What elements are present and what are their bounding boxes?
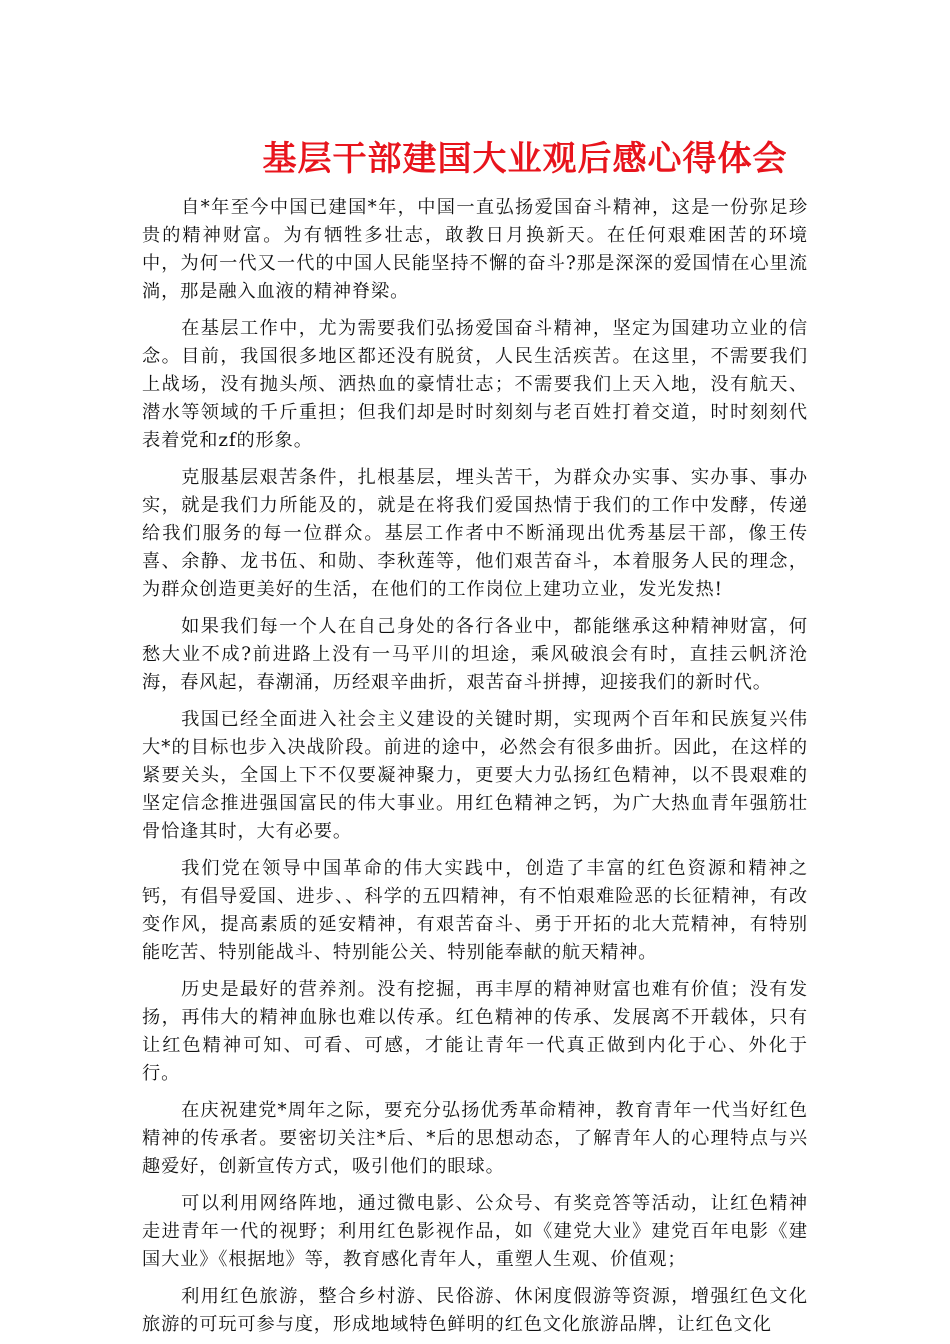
paragraph: 可以利用网络阵地，通过微电影、公众号、有奖竞答等活动，让红色精神走进青年一代的视野；利用红色影视作品，如《建党大业》建党百年电影《建国大业》《根据地》等，教育感化青年人，重塑人生观、价值观； (142, 1193, 808, 1270)
paragraph: 我国已经全面进入社会主义建设的关键时期，实现两个百年和民族复兴伟大*的目标也步入决战阶段。前进的途中，必然会有很多曲折。因此，在这样的紧要关头，全国上下不仅要凝神聚力，更要大力弘扬红色精神，以不畏艰难的坚定信念推进强国富民的伟大事业。用红色精神之钙，为广大热血青年强筋壮骨恰逢其时，大有必要。 (142, 709, 808, 842)
document-body (142, 194, 808, 1339)
document-title: 基层干部建国大业观后感心得体会 (262, 139, 788, 179)
paragraph: 在庆祝建党*周年之际，要充分弘扬优秀革命精神，教育青年一代当好红色精神的传承者。要密切关注*后、*后的思想动态，了解青年人的心理特点与兴趣爱好，创新宣传方式，吸引他们的眼球。 (142, 1100, 808, 1177)
paragraph: 如果我们每一个人在自己身处的各行各业中，都能继承这种精神财富，何愁大业不成?前进路上没有一马平川的坦途，乘风破浪会有时，直挂云帆济沧海，春风起，春潮涌，历经艰辛曲折，艰苦奋斗拼搏，迎接我们的新时代。 (142, 616, 808, 693)
paragraph: 利用红色旅游，整合乡村游、民俗游、休闲度假游等资源，增强红色文化旅游的可玩可参与度，形成地域特色鲜明的红色文化旅游品牌，让红色文化 (142, 1286, 808, 1335)
paragraph: 克服基层艰苦条件，扎根基层，埋头苦干，为群众办实事、实办事、事办实，就是我们力所能及的，就是在将我们爱国热情于我们的工作中发酵，传递给我们服务的每一位群众。基层工作者中不断涌现出优秀基层干部，像王传喜、余静、龙书伍、和勋、李秋莲等，他们艰苦奋斗，本着服务人民的理念，为群众创造更美好的生活，在他们的工作岗位上建功立业，发光发热! (142, 467, 808, 600)
paragraph: 在基层工作中，尤为需要我们弘扬爱国奋斗精神，坚定为国建功立业的信念。目前，我国很多地区都还没有脱贫，人民生活疾苦。在这里，不需要我们上战场，没有抛头颅、洒热血的豪情壮志；不需要我们上天入地，没有航天、潜水等领域的千斤重担；但我们却是时时刻刻与老百姓打着交道，时时刻刻代表着党和zf的形象。 (142, 318, 808, 451)
paragraph: 历史是最好的营养剂。没有挖掘，再丰厚的精神财富也难有价值；没有发扬，再伟大的精神血脉也难以传承。红色精神的传承、发展离不开载体，只有让红色精神可知、可看、可感，才能让青年一代真正做到内化于心、外化于行。 (142, 979, 808, 1084)
paragraph: 我们党在领导中国革命的伟大实践中，创造了丰富的红色资源和精神之钙，有倡导爱国、进步、、科学的五四精神，有不怕艰难险恶的长征精神，有改变作风，提高素质的延安精神，有艰苦奋斗、勇于开拓的北大荒精神，有特别能吃苦、特别能战斗、特别能公关、特别能奉献的航天精神。 (142, 858, 808, 963)
paragraph: 自*年至今中国已建国*年，中国一直弘扬爱国奋斗精神，这是一份弥足珍贵的精神财富。为有牺牲多壮志，敢教日月换新天。在任何艰难困苦的环境中，为何一代又一代的中国人民能坚持不懈的奋斗?那是深深的爱国情在心里流淌，那是融入血液的精神脊梁。 (142, 197, 808, 302)
